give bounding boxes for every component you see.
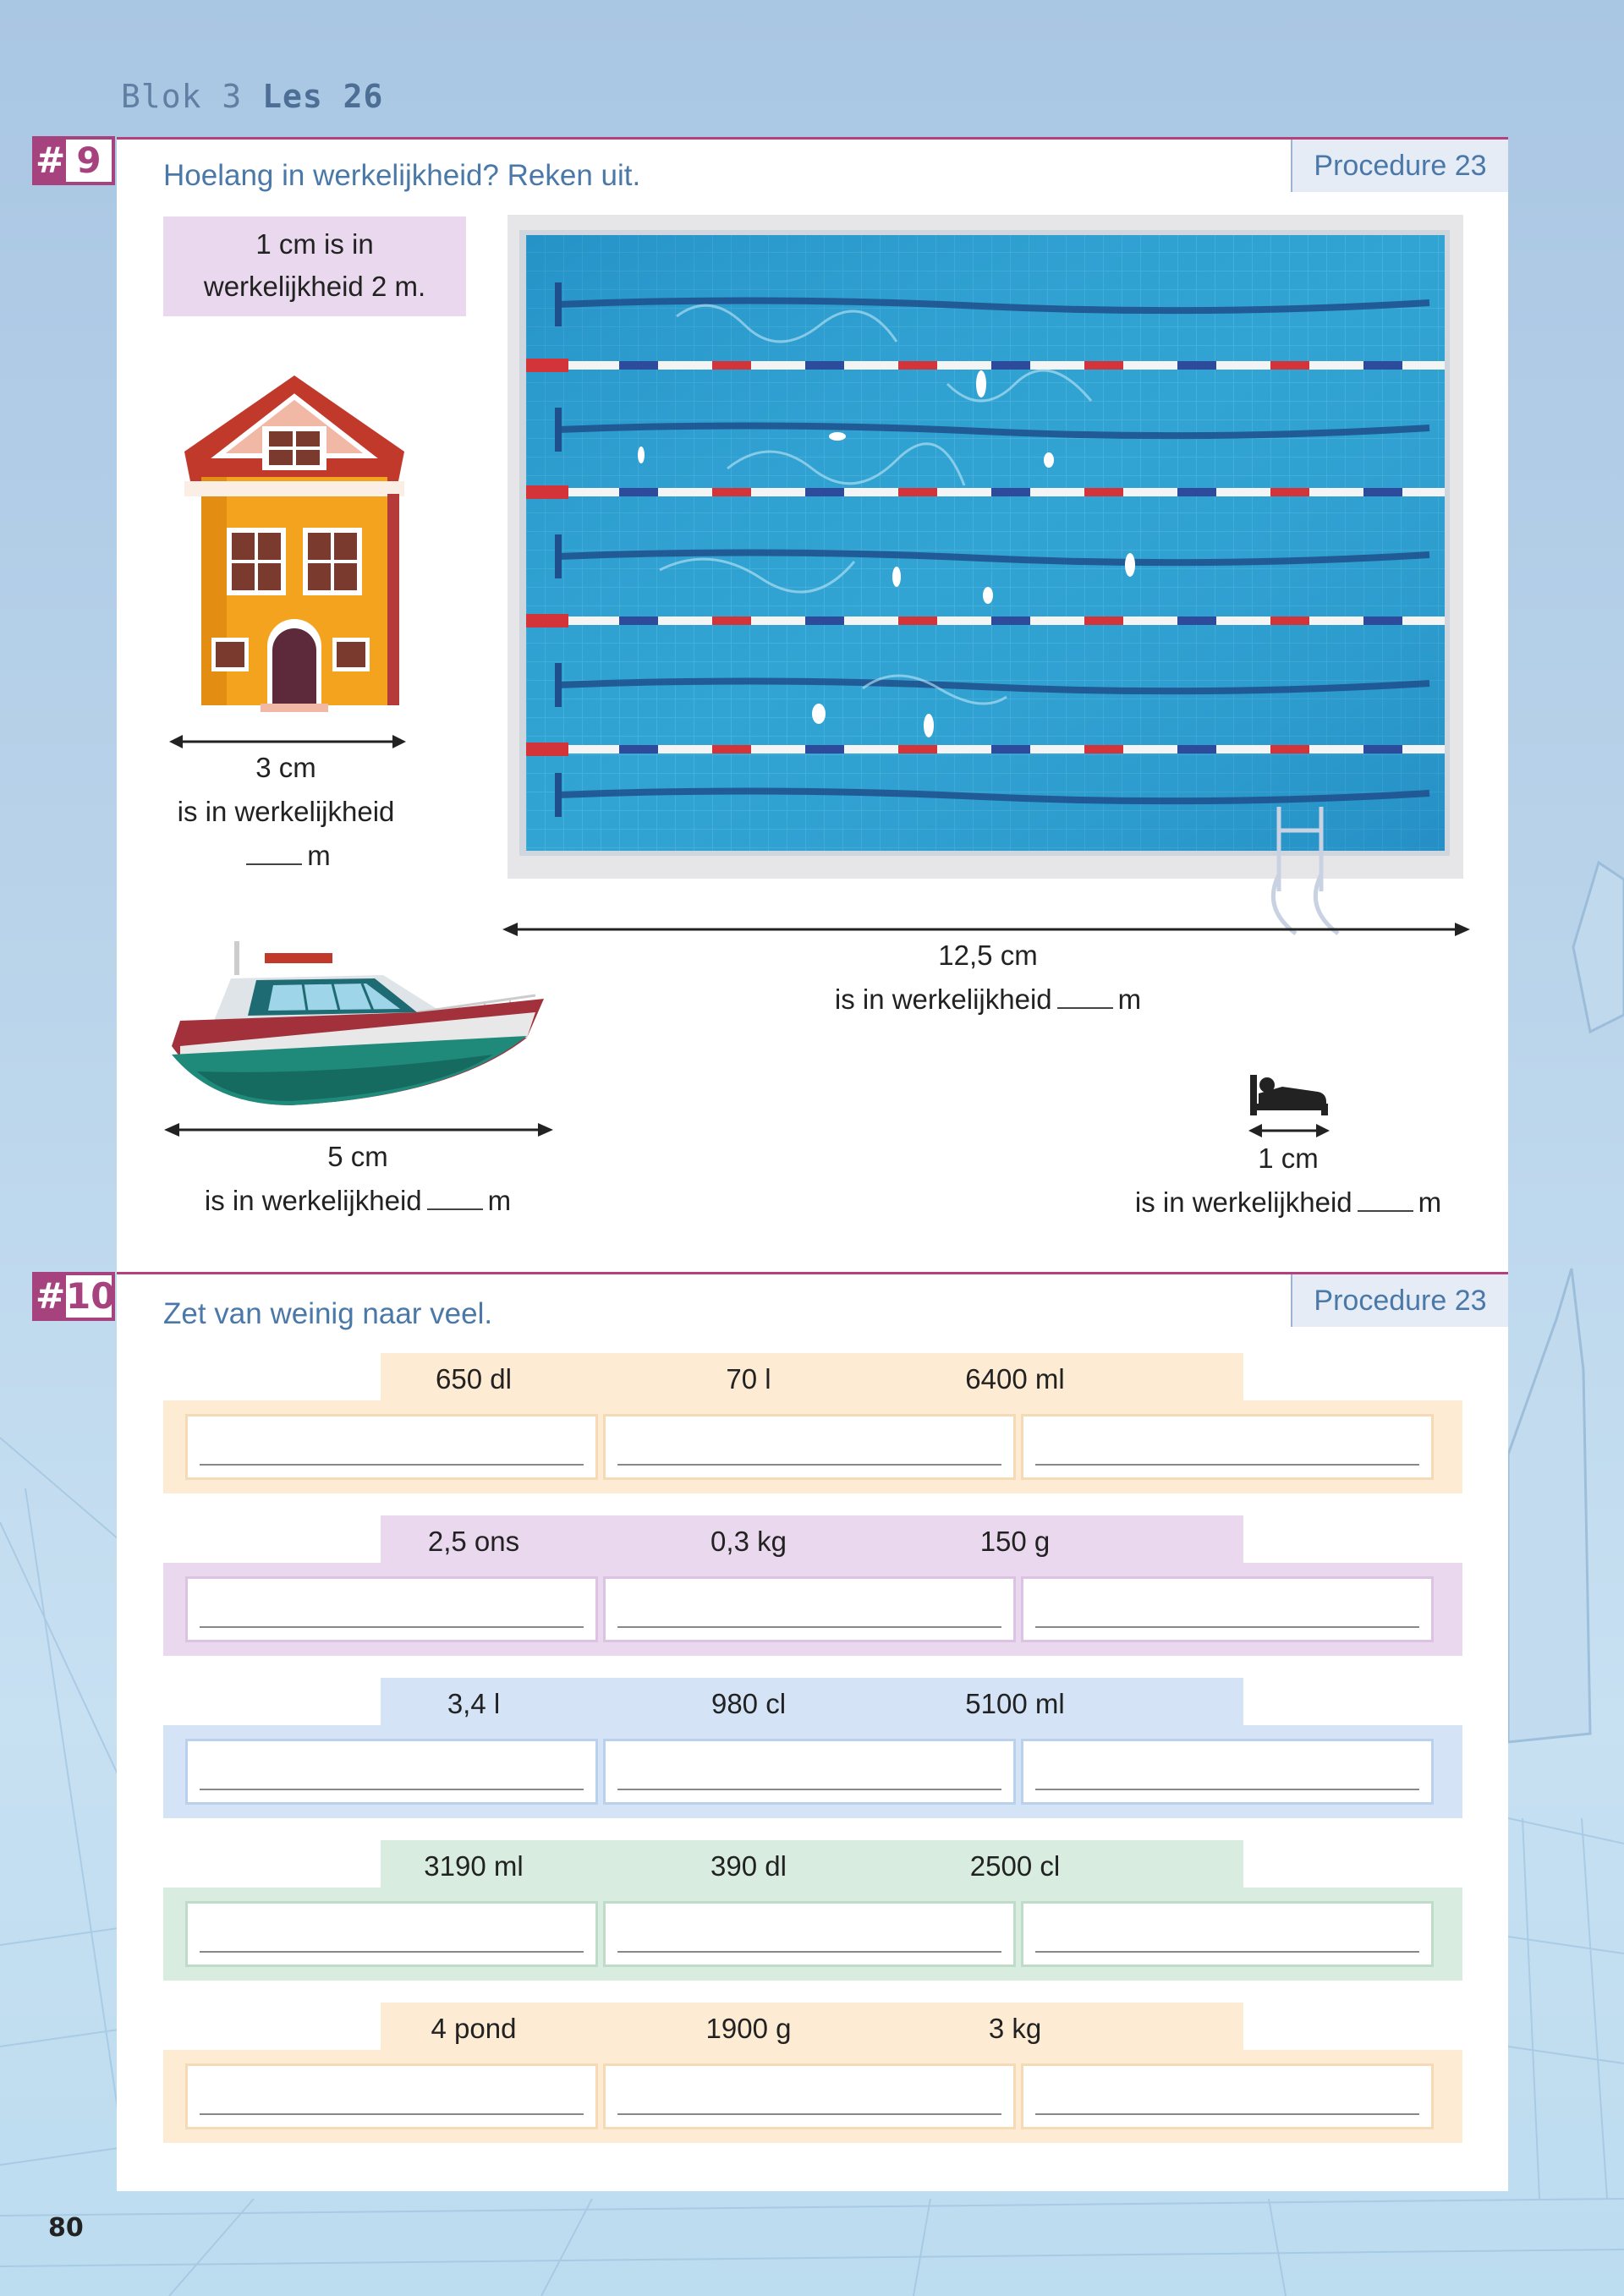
answer-box[interactable] [603,1576,1016,1642]
answer-band-5 [163,2050,1462,2143]
quantity-value: 2500 cl [969,1850,1061,1882]
boat-caption [163,1135,552,1223]
answer-box[interactable] [603,1739,1016,1805]
writing-line [617,2113,1001,2115]
writing-line [200,1789,584,1790]
house-size: 3 cm [255,752,316,783]
quantity-value: 4 pond [431,2013,517,2044]
boat-text: is in werkelijkheid [204,1185,422,1216]
house-illustration [167,375,421,714]
exercise-number: 10 [66,1275,116,1317]
quantity-row-1 [381,1353,1243,1400]
page-number: 80 [48,2213,84,2243]
quantity-value: 390 dl [710,1850,787,1882]
pool-size: 12,5 cm [938,940,1038,971]
house-answer-blank[interactable] [246,843,302,865]
procedure-tag: Procedure 23 [1291,140,1508,192]
hash-symbol: # [36,140,66,181]
pool-unit: m [1117,984,1142,1015]
swimming-pool-illustration [508,215,1463,1015]
quantity-row-3 [381,1678,1243,1725]
writing-line [1035,1789,1419,1790]
bed-answer-blank[interactable] [1358,1190,1413,1212]
writing-line [617,1626,1001,1628]
writing-line [1035,2113,1419,2115]
pool-caption [726,934,1250,1022]
answer-box[interactable] [603,1901,1016,1967]
blok-label: Blok 3 [121,78,243,115]
answer-box[interactable] [185,1739,598,1805]
exercise-10-card [117,1272,1508,2191]
answer-box[interactable] [185,2063,598,2129]
writing-line [617,1789,1001,1790]
writing-line [200,1626,584,1628]
pool-text: is in werkelijkheid [834,984,1052,1015]
writing-line [617,1951,1001,1953]
procedure-tag: Procedure 23 [1291,1274,1508,1327]
scale-line-2: werkelijkheid 2 m. [203,271,426,302]
boat-size: 5 cm [327,1141,388,1172]
quantity-value: 5100 ml [965,1688,1065,1719]
les-label: Les 26 [262,78,384,115]
quantity-row-4 [381,1840,1243,1888]
quantity-value: 6400 ml [965,1363,1065,1395]
writing-line [1035,1951,1419,1953]
answer-box[interactable] [1021,1901,1434,1967]
lesson-header [121,78,383,115]
exercise-instruction: Zet van weinig naar veel. [163,1297,493,1330]
answer-band-1 [163,1400,1462,1493]
writing-line [200,1951,584,1953]
answer-band-4 [163,1888,1462,1981]
bed-unit: m [1418,1186,1442,1218]
quantity-value: 3,4 l [447,1688,501,1719]
quantity-value: 1900 g [705,2013,792,2044]
quantity-value: 3190 ml [424,1850,524,1882]
answer-box[interactable] [1021,2063,1434,2129]
quantity-row-2 [381,1515,1243,1563]
boat-illustration [163,928,561,1114]
scale-line-1: 1 cm is in [255,228,374,260]
exercise-9-card [117,137,1508,1272]
quantity-value: 150 g [979,1526,1051,1557]
quantity-value: 2,5 ons [427,1526,520,1557]
answer-box[interactable] [1021,1576,1434,1642]
answer-box[interactable] [185,1901,598,1967]
writing-line [200,2113,584,2115]
exercise-9-badge [32,136,115,185]
house-caption [142,746,430,878]
quantity-value: 70 l [726,1363,771,1395]
writing-line [617,1464,1001,1466]
boat-unit: m [487,1185,512,1216]
bed-size: 1 cm [1258,1143,1319,1174]
answer-band-2 [163,1563,1462,1656]
answer-box[interactable] [603,2063,1016,2129]
house-unit: m [307,840,331,871]
bed-caption [1089,1137,1487,1225]
exercise-number: 9 [66,140,112,182]
quantity-value: 3 kg [988,2013,1042,2044]
exercise-10-badge [32,1272,115,1321]
hash-symbol: # [36,1275,66,1317]
answer-box[interactable] [603,1414,1016,1480]
house-text: is in werkelijkheid [177,796,395,827]
writing-line [1035,1464,1419,1466]
exercise-instruction: Hoelang in werkelijkheid? Reken uit. [163,159,641,192]
answer-box[interactable] [1021,1739,1434,1805]
answer-box[interactable] [1021,1414,1434,1480]
boat-answer-blank[interactable] [427,1188,483,1210]
quantity-value: 0,3 kg [710,1526,787,1557]
quantity-value: 650 dl [436,1363,512,1395]
scale-box [163,216,466,316]
bed-text: is in werkelijkheid [1134,1186,1352,1218]
quantity-row-5 [381,2003,1243,2050]
answer-band-3 [163,1725,1462,1818]
pool-answer-blank[interactable] [1057,987,1113,1009]
answer-box[interactable] [185,1576,598,1642]
writing-line [200,1464,584,1466]
quantity-value: 980 cl [710,1688,787,1719]
writing-line [1035,1626,1419,1628]
answer-box[interactable] [185,1414,598,1480]
bed-icon [1248,1071,1330,1119]
